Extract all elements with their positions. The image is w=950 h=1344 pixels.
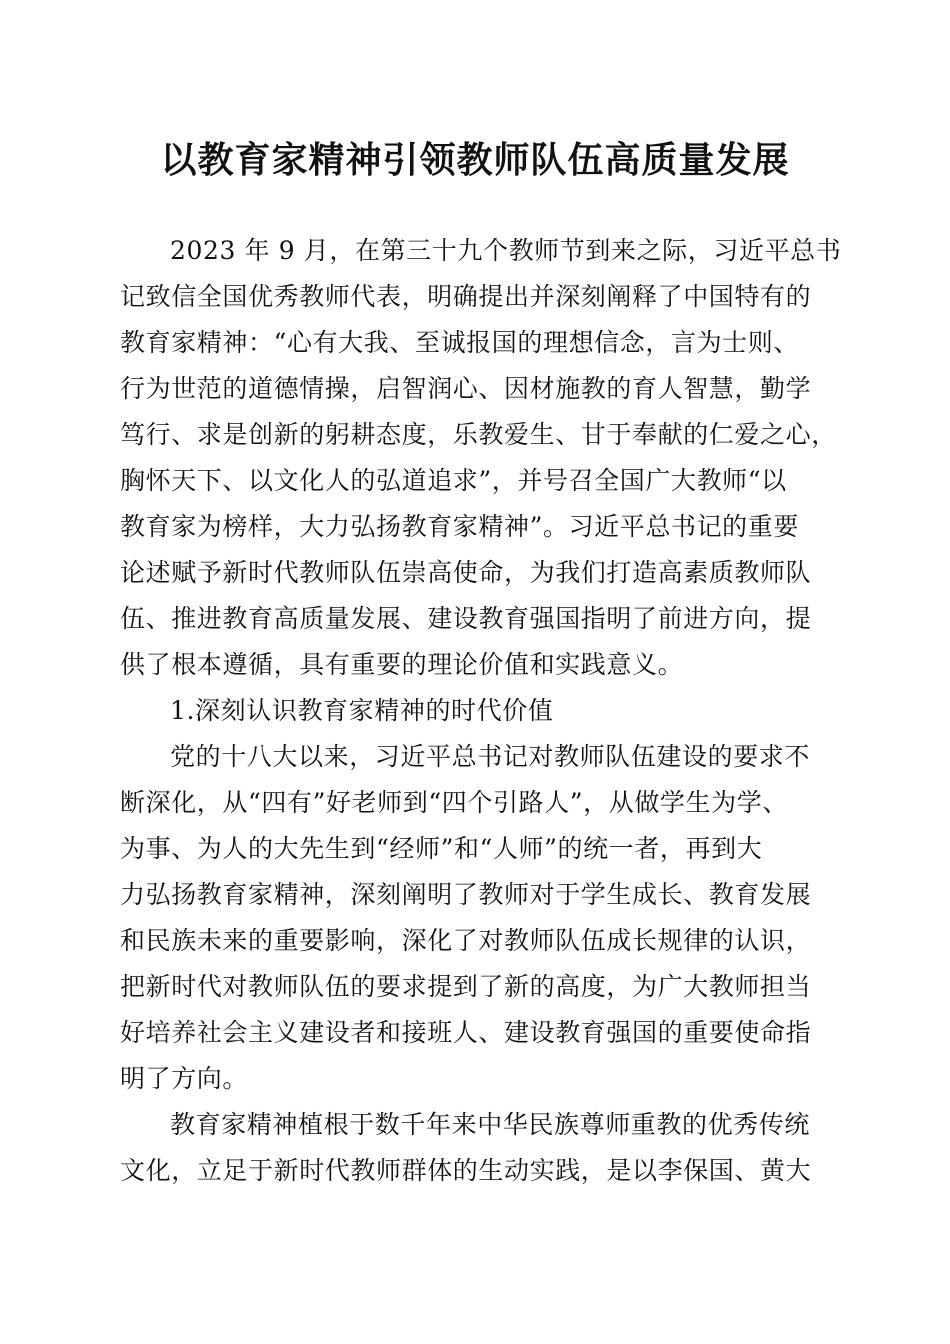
section-heading: 1.深刻认识教育家精神的时代价值 (170, 696, 554, 725)
paragraph-2-line-5: 和民族未来的重要影响，深化了对教师队伍成长规律的认识， (120, 926, 812, 955)
paragraph-2-line-8: 明了方向。 (120, 1064, 249, 1093)
paragraph-1-line-9: 伍、推进教育高质量发展、建设教育强国指明了前进方向，提 (120, 604, 812, 633)
paragraph-1-line-6: 胸怀天下、以文化人的弘道追求”，并号召全国广大教师“以 (120, 466, 787, 495)
paragraph-1-line-10: 供了根本遵循，具有重要的理论价值和实践意义。 (120, 650, 684, 679)
paragraph-1-line-4: 行为世范的道德情操，启智润心、因材施教的育人智慧，勤学 (120, 374, 812, 403)
document-title: 以教育家精神引领教师队伍高质量发展 (160, 139, 790, 181)
paragraph-2-line-7: 好培养社会主义建设者和接班人、建设教育强国的重要使命指 (120, 1018, 812, 1047)
paragraph-2-line-4: 力弘扬教育家精神，深刻阐明了教师对于学生成长、教育发展 (120, 880, 812, 909)
paragraph-3-line-1: 教育家精神植根于数千年来中华民族尊师重教的优秀传统 (170, 1110, 811, 1139)
paragraph-2-line-1: 党的十八大以来，习近平总书记对教师队伍建设的要求不 (170, 742, 811, 771)
paragraph-1-line-7: 教育家为榜样，大力弘扬教育家精神”。习近平总书记的重要 (120, 512, 799, 541)
paragraph-1-line-5: 笃行、求是创新的躬耕态度，乐教爱生、甘于奉献的仁爱之心， (120, 420, 837, 449)
paragraph-2-line-2: 断深化，从“四有”好老师到“四个引路人”，从做学生为学、 (120, 788, 788, 817)
paragraph-3-line-2: 文化，立足于新时代教师群体的生动实践，是以李保国、黄大 (120, 1156, 812, 1185)
paragraph-1-line-2: 记致信全国优秀教师代表，明确提出并深刻阐释了中国特有的 (120, 282, 812, 311)
paragraph-1-line-8: 论述赋予新时代教师队伍崇高使命，为我们打造高素质教师队 (120, 558, 812, 587)
paragraph-1-line-3: 教育家精神：“心有大我、至诚报国的理想信念，言为士则、 (120, 328, 799, 357)
paragraph-2-line-3: 为事、为人的大先生到“经师”和“人师”的统一者，再到大 (120, 834, 763, 863)
paragraph-2-line-6: 把新时代对教师队伍的要求提到了新的高度，为广大教师担当 (120, 972, 812, 1001)
paragraph-1-line-1: 2023 年 9 月，在第三十九个教师节到来之际，习近平总书 (170, 236, 842, 265)
